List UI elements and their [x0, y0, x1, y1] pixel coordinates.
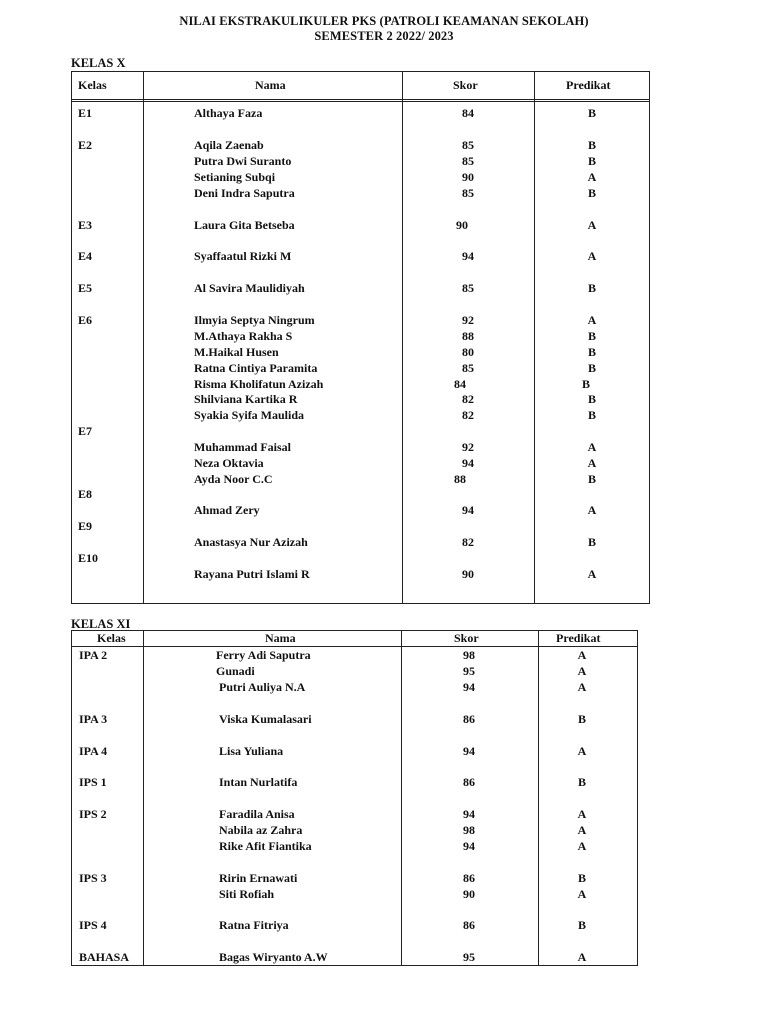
cell-predikat: A	[577, 807, 587, 821]
cell-predikat: B	[587, 154, 597, 168]
cell-kelas: E9	[78, 519, 93, 533]
cell-predikat: B	[587, 361, 597, 375]
cell-skor: 94	[463, 807, 475, 821]
cell-predikat: B	[577, 712, 587, 726]
table-kelas-x	[71, 71, 650, 604]
cell-predikat: A	[587, 503, 597, 517]
cell-nama: Viska Kumalasari	[219, 712, 312, 726]
cell-predikat: B	[587, 408, 597, 422]
cell-nama: Gunadi	[216, 664, 255, 678]
cell-nama: Risma Kholifatun Azizah	[194, 377, 324, 391]
cell-skor: 85	[462, 361, 474, 375]
cell-skor: 85	[462, 281, 474, 295]
cell-kelas: IPS 4	[79, 918, 107, 932]
cell-nama: Putra Dwi Suranto	[194, 154, 292, 168]
cell-predikat: B	[587, 392, 597, 406]
cell-nama: Ferry Adi Saputra	[216, 648, 311, 662]
cell-predikat: A	[577, 950, 587, 964]
header-nama: Nama	[255, 78, 286, 92]
cell-nama: Aqila Zaenab	[194, 138, 264, 152]
cell-predikat: A	[577, 744, 587, 758]
cell-predikat: B	[587, 329, 597, 343]
cell-kelas: E8	[78, 487, 93, 501]
table-kelas-xi	[71, 630, 638, 966]
document-subtitle: SEMESTER 2 2022/ 2023	[314, 29, 454, 43]
cell-nama: Syaffaatul Rizki M	[194, 249, 292, 263]
cell-predikat: A	[587, 313, 597, 327]
document-title: NILAI EKSTRAKULIKULER PKS (PATROLI KEAMANAN SEKOLAH)	[179, 14, 589, 28]
cell-kelas: E2	[78, 138, 93, 152]
header-nama: Nama	[265, 631, 296, 645]
cell-nama: Ratna Cintiya Paramita	[194, 361, 318, 375]
cell-nama: Lisa Yuliana	[219, 744, 284, 758]
cell-skor: 98	[463, 648, 475, 662]
cell-nama: Intan Nurlatifa	[219, 775, 298, 789]
cell-kelas: E4	[78, 249, 93, 263]
cell-nama: Shilviana Kartika R	[194, 392, 298, 406]
cell-skor: 94	[463, 680, 475, 694]
cell-skor: 82	[462, 408, 474, 422]
cell-skor: 94	[462, 503, 474, 517]
cell-skor: 92	[462, 440, 474, 454]
cell-nama: Ririn Ernawati	[219, 871, 298, 885]
cell-kelas: E10	[78, 551, 99, 565]
cell-predikat: A	[587, 440, 597, 454]
cell-predikat: A	[577, 648, 587, 662]
cell-nama: M.Athaya Rakha S	[194, 329, 293, 343]
cell-nama: Syakia Syifa Maulida	[194, 408, 305, 422]
cell-kelas: E7	[78, 424, 93, 438]
cell-nama: Neza Oktavia	[194, 456, 264, 470]
cell-kelas: IPA 2	[79, 648, 108, 662]
cell-kelas: IPA 4	[79, 744, 108, 758]
cell-skor: 95	[463, 664, 475, 678]
cell-predikat: B	[577, 775, 587, 789]
header-predikat: Predikat	[566, 78, 611, 92]
cell-skor: 84	[454, 377, 466, 391]
cell-skor: 90	[462, 567, 474, 581]
cell-skor: 85	[462, 154, 474, 168]
cell-predikat: A	[587, 456, 597, 470]
cell-skor: 98	[463, 823, 475, 837]
cell-nama: Laura Gita Betseba	[194, 218, 295, 232]
cell-nama: Al Savira Maulidiyah	[194, 281, 305, 295]
cell-kelas: IPA 3	[79, 712, 108, 726]
cell-skor: 86	[463, 918, 475, 932]
cell-nama: Anastasya Nur Azizah	[194, 535, 308, 549]
cell-predikat: A	[587, 567, 597, 581]
cell-skor: 92	[462, 313, 474, 327]
cell-predikat: A	[587, 249, 597, 263]
cell-nama: Ratna Fitriya	[219, 918, 289, 932]
cell-nama: Putri Auliya N.A	[219, 680, 306, 694]
cell-skor: 94	[463, 839, 475, 853]
cell-nama: Ayda Noor C.C	[194, 472, 273, 486]
cell-skor: 95	[463, 950, 475, 964]
cell-kelas: IPS 2	[79, 807, 107, 821]
cell-skor: 90	[463, 887, 475, 901]
cell-predikat: B	[587, 345, 597, 359]
cell-nama: Nabila az Zahra	[219, 823, 303, 837]
cell-skor: 82	[462, 392, 474, 406]
cell-predikat: B	[577, 918, 587, 932]
cell-nama: Faradila Anisa	[219, 807, 295, 821]
cell-skor: 85	[462, 186, 474, 200]
cell-skor: 88	[462, 329, 474, 343]
cell-predikat: B	[577, 871, 587, 885]
cell-predikat: B	[581, 377, 591, 391]
cell-nama: Althaya Faza	[194, 106, 263, 120]
cell-skor: 88	[454, 472, 466, 486]
cell-skor: 90	[456, 218, 468, 232]
cell-skor: 84	[462, 106, 474, 120]
cell-skor: 86	[463, 775, 475, 789]
header-skor: Skor	[453, 78, 478, 92]
cell-predikat: B	[587, 106, 597, 120]
cell-nama: Setianing Subqi	[194, 170, 276, 184]
cell-skor: 94	[462, 456, 474, 470]
cell-nama: Siti Rofiah	[219, 887, 275, 901]
cell-skor: 94	[462, 249, 474, 263]
header-kelas: Kelas	[97, 631, 126, 645]
cell-predikat: A	[577, 664, 587, 678]
cell-predikat: A	[577, 839, 587, 853]
cell-nama: Rike Afit Fiantika	[219, 839, 312, 853]
cell-predikat: A	[577, 680, 587, 694]
cell-kelas: IPS 1	[79, 775, 107, 789]
cell-nama: Rayana Putri Islami R	[194, 567, 310, 581]
cell-nama: Bagas Wiryanto A.W	[219, 950, 328, 964]
cell-kelas: E5	[78, 281, 93, 295]
header-kelas: Kelas	[78, 78, 107, 92]
cell-nama: M.Haikal Husen	[194, 345, 279, 359]
cell-nama: Ahmad Zery	[194, 503, 260, 517]
cell-kelas: IPS 3	[79, 871, 107, 885]
cell-predikat: A	[577, 887, 587, 901]
cell-kelas: BAHASA	[79, 950, 130, 964]
cell-kelas: E1	[78, 106, 93, 120]
cell-predikat: B	[587, 281, 597, 295]
cell-predikat: B	[587, 472, 597, 486]
header-skor: Skor	[454, 631, 479, 645]
cell-predikat: B	[587, 138, 597, 152]
header-predikat: Predikat	[556, 631, 601, 645]
cell-predikat: A	[577, 823, 587, 837]
cell-kelas: E6	[78, 313, 93, 327]
cell-skor: 85	[462, 138, 474, 152]
cell-skor: 80	[462, 345, 474, 359]
cell-predikat: A	[587, 170, 597, 184]
section-label-kelas-xi: KELAS XI	[71, 617, 131, 631]
cell-nama: Ilmyia Septya Ningrum	[194, 313, 315, 327]
cell-predikat: B	[587, 186, 597, 200]
cell-skor: 82	[462, 535, 474, 549]
cell-skor: 94	[463, 744, 475, 758]
cell-skor: 86	[463, 712, 475, 726]
cell-nama: Deni Indra Saputra	[194, 186, 295, 200]
cell-nama: Muhammad Faisal	[194, 440, 292, 454]
section-label-kelas-x: KELAS X	[71, 56, 126, 70]
cell-predikat: B	[587, 535, 597, 549]
cell-predikat: A	[587, 218, 597, 232]
cell-kelas: E3	[78, 218, 93, 232]
cell-skor: 86	[463, 871, 475, 885]
cell-skor: 90	[462, 170, 474, 184]
